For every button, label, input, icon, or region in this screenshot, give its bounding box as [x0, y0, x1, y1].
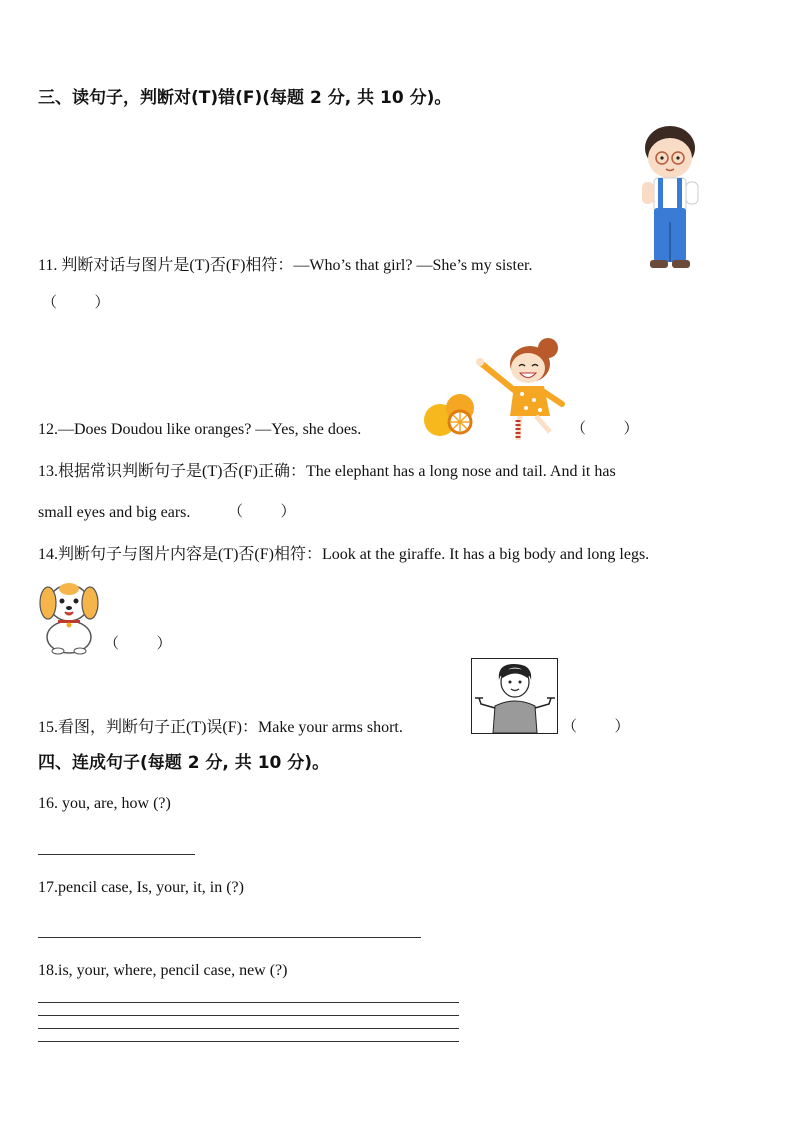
girl-with-oranges-icon [422, 334, 567, 442]
section-4-heading: 四、连成句子(每题 2 分, 共 10 分)。 [38, 753, 330, 773]
answer-line-17[interactable] [38, 937, 421, 938]
dog-icon [38, 575, 100, 655]
answer-blank-14[interactable]: （ ） [104, 636, 172, 652]
section-3-heading: 三、读句子，判断对(T)错(F)(每题 2 分, 共 10 分)。 [38, 88, 452, 108]
question-18: 18.is, your, where, pencil case, new (?) [38, 962, 288, 979]
answer-line-18a[interactable] [38, 1002, 459, 1003]
question-15: 15.看图，判断句子正(T)误(F)：Make your arms short. [38, 719, 403, 736]
question-13: 13.根据常识判断句子是(T)否(F)正确：The elephant has a long nose and tail. And it has [38, 463, 616, 480]
question-13-line-2: small eyes and big ears. [38, 504, 191, 521]
answer-blank-12[interactable]: （ ） [571, 421, 639, 437]
question-16: 16. you, are, how (?) [38, 795, 171, 812]
question-17: 17.pencil case, Is, your, it, in (?) [38, 879, 244, 896]
answer-blank-11[interactable]: （ ） [42, 295, 110, 311]
answer-line-18b[interactable] [38, 1015, 459, 1016]
boy-icon [632, 122, 704, 272]
answer-blank-15[interactable]: （ ） [562, 719, 630, 735]
question-12: 12.—Does Doudou like oranges? —Yes, she does. [38, 421, 362, 438]
question-11: 11. 判断对话与图片是(T)否(F)相符：—Who’s that girl? —She’s my sister. [38, 257, 533, 274]
answer-line-16[interactable] [38, 854, 195, 855]
answer-line-18d[interactable] [38, 1041, 459, 1042]
answer-line-18c[interactable] [38, 1028, 459, 1029]
question-14: 14.判断句子与图片内容是(T)否(F)相符：Look at the giraffe. It has a big body and long legs. [38, 546, 650, 563]
answer-blank-13[interactable]: （ ） [228, 504, 296, 520]
person-shrugging-icon [471, 658, 558, 734]
